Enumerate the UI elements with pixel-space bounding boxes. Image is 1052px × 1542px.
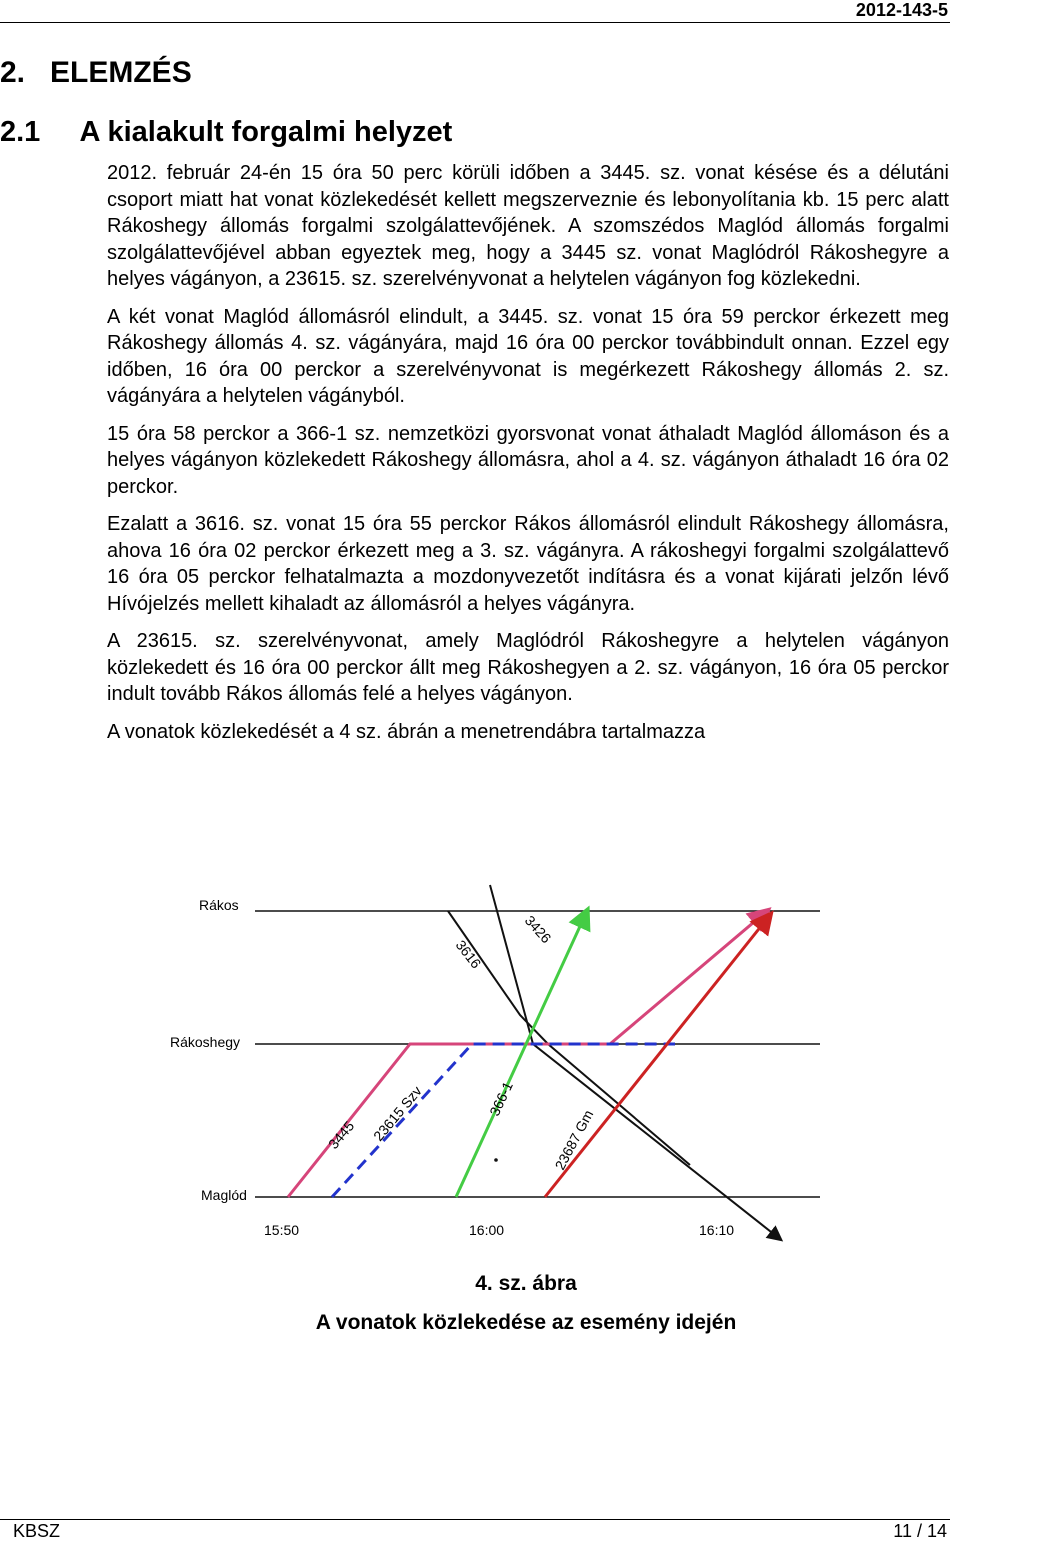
station-label-rakos: Rákos: [199, 897, 239, 913]
train-line-3445: [288, 911, 767, 1197]
page-number: 11 / 14: [893, 1521, 947, 1541]
footer-org: KBSZ: [13, 1521, 61, 1541]
paragraph: 2012. február 24-én 15 óra 50 perc körüli időben a 3445. sz. vonat késése és a délutáni csoport miatt hat vonat közlekedését kellett megszerveznie és lebonyolítania kb. 15 perc alatt Rákoshegy állomás forgalmi szolgálattevőjének. A szomszédos Maglód állomás forgalmi szolgálattevőjével abban egyeztek meg, hogy a 3445 sz. vonat Maglódról Rákoshegyre a helyes vágányon, a 23615. sz. szerelvényvonat a helytelen vágányon fog közlekedni.: [107, 162, 949, 290]
figure-number: 4. sz. ábra: [475, 1272, 577, 1295]
diagram-dot: [494, 1158, 498, 1162]
paragraph: 15 óra 58 perckor a 366-1 sz. nemzetközi gyorsvonat vonat áthaladt Maglód állomáson és a helyes vágányon közlekedett Rákoshegy állomásra, ahol a 4. sz. vágányon áthaladt 16 óra 02 perckor.: [107, 422, 949, 498]
header-rule: [0, 22, 950, 23]
paragraph: A két vonat Maglód állomásról elindult, a 3445. sz. vonat 15 óra 59 perckor érkezett meg Rákoshegy állomás 4. sz. vágányára, majd 16 óra 00 perckor továbbindult onnan. Ezzel egy időben, 16 óra 00 perckor a szerelvényvonat is megérkezett Rákoshegy állomás 2. sz. vágányára a helytelen vágányból.: [107, 305, 949, 407]
train-label-3445: 3445: [325, 1117, 358, 1152]
train-label-23687: 23687 Gm: [551, 1107, 597, 1173]
footer-rule: [0, 1519, 950, 1520]
train-line-23687: [545, 915, 770, 1197]
train-label-3616: 3616: [452, 936, 485, 972]
station-label-rakoshegy: Rákoshegy: [170, 1034, 241, 1050]
paragraph: A vonatok közlekedését a 4 sz. ábrán a menetrendábra tartalmazza: [107, 720, 706, 743]
station-label-maglod: Maglód: [201, 1187, 247, 1203]
document-id: 2012-143-5: [855, 0, 948, 20]
section-heading: 2. ELEMZÉS: [0, 56, 192, 89]
time-label-1600: 16:00: [469, 1222, 505, 1238]
train-label-3426: 3426: [521, 912, 555, 947]
train-label-23615: 23615 Szv: [370, 1082, 425, 1144]
time-label-1610: 16:10: [699, 1222, 735, 1238]
time-label-1550: 15:50: [264, 1222, 300, 1238]
figure-caption: A vonatok közlekedése az esemény idején: [315, 1311, 737, 1334]
body-text: [107, 160, 949, 756]
subsection-heading: 2.1 A kialakult forgalmi helyzet: [0, 116, 453, 148]
paragraph: Ezalatt a 3616. sz. vonat 15 óra 55 perckor Rákos állomásról elindult Rákoshegy állomásra, ahova 16 óra 02 perckor érkezett meg a 3. sz. vágányra. A rákoshegyi forgalmi szolgálattevő 16 óra 05 perckor felhatalmazta a mozdonyvezetőt indításra és a vonat kijárati jelzőn lévő Hívójelzés mellett kihaladt az állomásról a helyes vágányra.: [107, 513, 949, 615]
paragraph: A 23615. sz. szerelvényvonat, amely Maglódról Rákoshegyre a helytelen vágányon közlekedett és 16 óra 00 perckor állt meg Rákoshegyen a 2. sz. vágányon, 16 óra 05 perckor indult tovább Rákos állomás felé a helyes vágányon.: [107, 630, 949, 705]
timetable-diagram: [170, 855, 820, 1255]
train-label-366-1: 366-1: [486, 1079, 516, 1119]
